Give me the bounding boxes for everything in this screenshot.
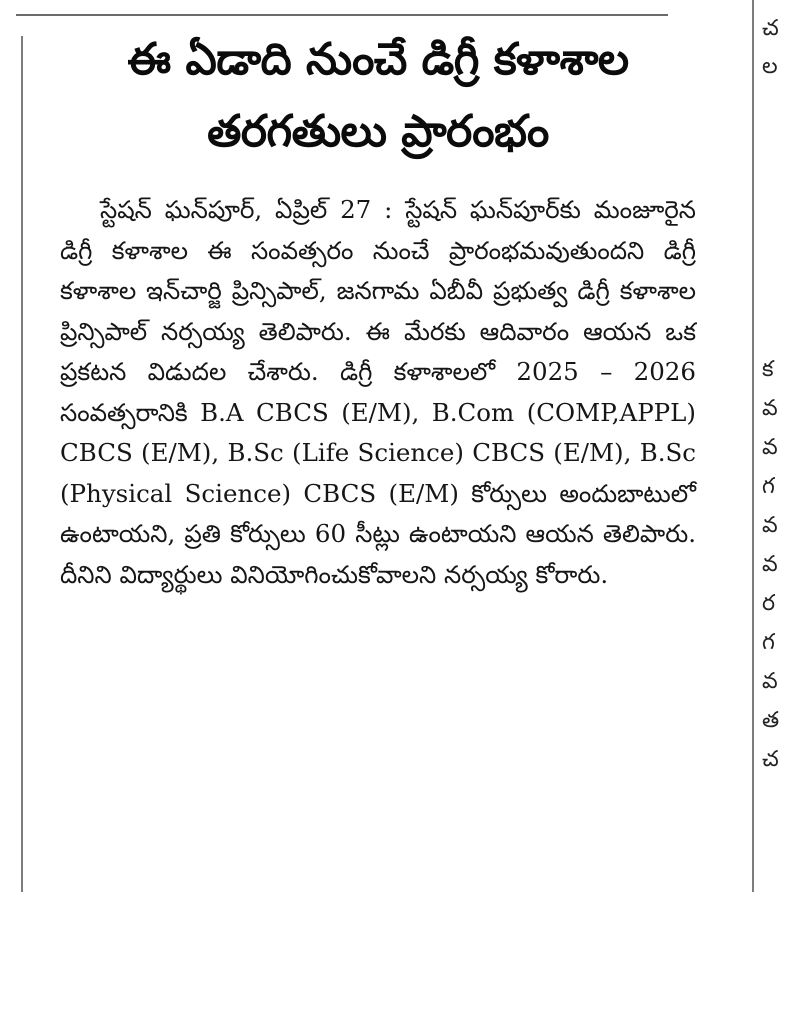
article-headline: [60, 24, 696, 168]
neighbour-fragment: త: [762, 708, 780, 733]
neighbour-fragment: ర: [762, 591, 776, 616]
headline-line-1: ఈ ఏడాది నుంచే డిగ్రీ కళాశాల: [127, 34, 629, 85]
headline-line-2: తరగతులు ప్రారంభం: [207, 106, 549, 157]
neighbour-column-bottom: [762, 350, 800, 779]
neighbour-fragment: చ: [762, 747, 779, 772]
neighbour-fragment: వ: [762, 513, 778, 538]
neighbour-fragment: క: [762, 357, 774, 382]
left-column-rule: [21, 36, 23, 892]
neighbour-fragment: వ: [762, 552, 778, 577]
neighbour-fragment: చ: [762, 16, 779, 41]
neighbour-fragment: వ: [762, 396, 778, 421]
neighbour-fragment: గ: [762, 630, 775, 655]
article-body: [60, 190, 696, 595]
neighbour-fragment: ల: [762, 54, 778, 79]
neighbour-column-top: [762, 10, 800, 86]
right-column-rule: [752, 0, 754, 892]
neighbour-fragment: వ: [762, 669, 778, 694]
neighbour-fragment: గ: [762, 474, 775, 499]
news-article: [60, 24, 696, 620]
article-body-text: స్టేషన్ ఘన్‌పూర్‌కు మంజూరైన డిగ్రీ కళాశాల ఈ సంవత్సరం నుంచే ప్రారంభమవుతుందని డిగ్రీ కళాశాల ఇన్‌చార్జి ప్రిన్సిపాల్, జనగామ ఏబీవీ ప్రభుత్వ డిగ్రీ కళాశాల ప్రిన్సిపాల్ నర్సయ్య తెలిపారు. ఈ మేరకు ఆదివారం ఆయన ఒక ప్రకటన విడుదల చేశారు. డిగ్రీ కళాశాలలో 2025 – 2026 సంవత్సరానికి B.A CBCS (E/M), B.Com (COMP,APPL) CBCS (E/M), B.Sc (Life Science) CBCS (E/M), B.Sc (Physical Science) CBCS (E/M) కోర్సులు అందుబాటులో ఉంటాయని, ప్రతి కోర్సులు 60 సీట్లు ఉంటాయని ఆయన తెలిపారు. దీనిని విద్యార్థులు వినియోగించుకోవాలని నర్సయ్య కోరారు.: [60, 195, 696, 589]
neighbour-fragment: వ: [762, 435, 778, 460]
top-divider-rule: [16, 14, 668, 16]
article-dateline: స్టేషన్ ఘన్‌పూర్, ఏప్రిల్ 27 :: [100, 195, 393, 224]
